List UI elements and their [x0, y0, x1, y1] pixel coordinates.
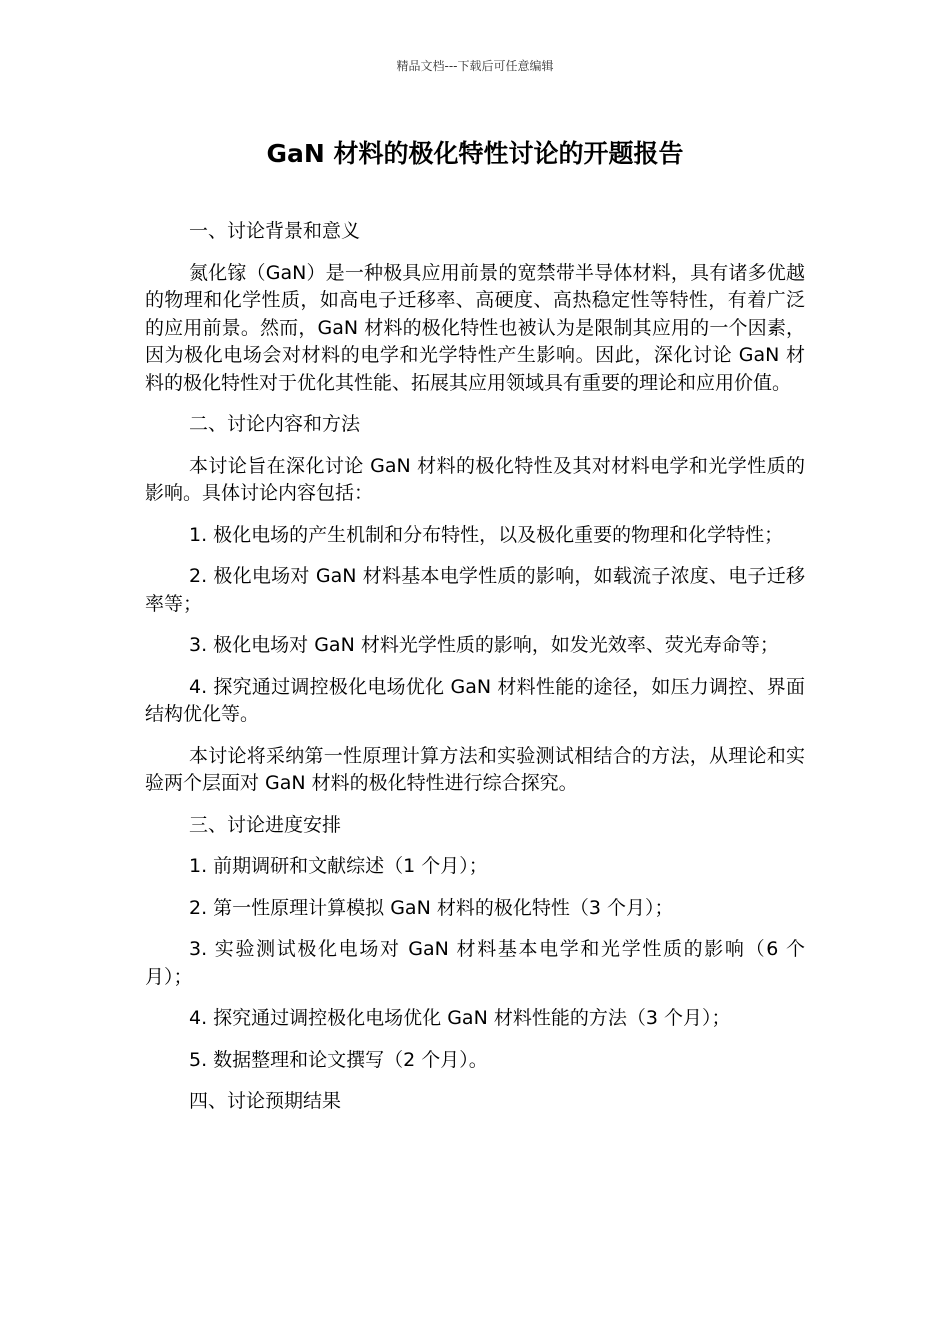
document-title: GaN 材料的极化特性讨论的开题报告 [266, 139, 684, 168]
section-heading-expected-results: 四、讨论预期结果 [189, 1090, 342, 1112]
section-heading-schedule: 三、讨论进度安排 [189, 813, 342, 836]
paragraph-content-intro: 本讨论旨在深化讨论 GaN 材料的极化特性及其对材料电学和光学性质的影响。具体讨论内容包括： [145, 454, 805, 504]
list-item-schedule-2: 2. 第一性原理计算模拟 GaN 材料的极化特性（3 个月）； [189, 896, 674, 919]
list-item-content-3: 3. 极化电场对 GaN 材料光学性质的影响，如发光效率、荧光寿命等； [189, 634, 779, 656]
list-item-schedule-1: 1. 前期调研和文献综述（1 个月）； [189, 855, 488, 877]
list-item-content-4: 4. 探究通过调控极化电场优化 GaN 材料性能的途径，如压力调控、界面结构优化等。 [145, 675, 805, 725]
list-item-content-2: 2. 极化电场对 GaN 材料基本电学性质的影响，如载流子浓度、电子迁移率等； [145, 565, 805, 615]
section-heading-background: 一、讨论背景和意义 [189, 220, 361, 242]
list-item-content-1: 1. 极化电场的产生机制和分布特性，以及极化重要的物理和化学特性； [189, 523, 784, 546]
list-item-schedule-4: 4. 探究通过调控极化电场优化 GaN 材料性能的方法（3 个月）； [189, 1007, 731, 1029]
list-item-schedule-5: 5. 数据整理和论文撰写（2 个月）。 [189, 1048, 488, 1071]
section-heading-content-methods: 二、讨论内容和方法 [189, 413, 361, 435]
list-item-schedule-3: 3. 实验测试极化电场对 GaN 材料基本电学和光学性质的影响（6 个月）； [145, 938, 805, 988]
document-body [145, 218, 805, 1130]
paragraph-background: 氮化镓（GaN）是一种极具应用前景的宽禁带半导体材料，具有诸多优越的物理和化学性质，如高电子迁移率、高硬度、高热稳定性等特性，有着广泛的应用前景。然而，GaN 材料的极化特性也被认为是限制其应用的一个因素，因为极化电场会对材料的电学和光学特性产生影响。因此，深化讨论 GaN 材料的极化特性对于优化其性能、拓展其应用领域具有重要的理论和应用价值。 [145, 261, 805, 394]
page-header-note: 精品文档---下载后可任意编辑 [396, 59, 554, 73]
paragraph-methods: 本讨论将采纳第一性原理计算方法和实验测试相结合的方法，从理论和实验两个层面对 GaN 材料的极化特性进行综合探究。 [145, 744, 805, 794]
